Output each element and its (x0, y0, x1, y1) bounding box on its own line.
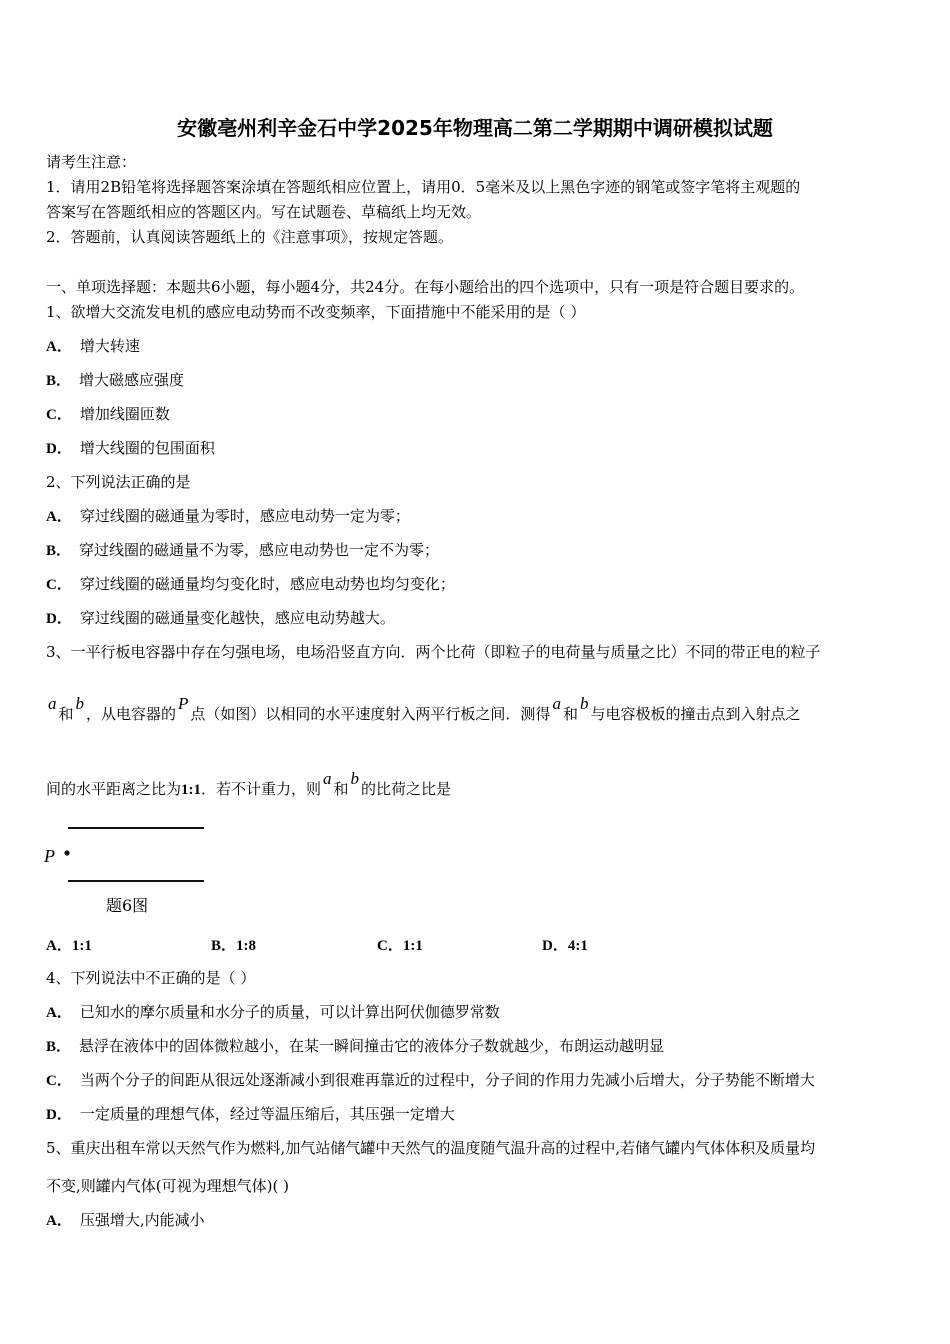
question-2-option-a: A． 穿过线圈的磁通量为零时，感应电动势一定为零； (46, 507, 410, 525)
notice-item-1b: 答案写在答题纸相应的答题区内。写在试题卷、草稿纸上均无效。 (46, 203, 482, 221)
section-heading: 一、单项选择题：本题共6小题，每小题4分，共24分。在每小题给出的四个选项中，只有一项是符合题目要求的。 (46, 278, 805, 296)
question-2-option-b: B． 穿过线圈的磁通量不为零，感应电动势也一定不为零； (46, 541, 440, 559)
page-title: 安徽亳州利辛金石中学2025年物理高二第二学期期中调研模拟试题 (177, 116, 773, 140)
question-3-option-c: C．1:1 (377, 938, 423, 954)
question-5-stem-line2: 不变,则罐内气体(可视为理想气体)( ) (46, 1177, 289, 1195)
figure-point-label: P (44, 846, 55, 866)
question-3-option-b: B．1:8 (211, 938, 257, 954)
question-4-option-a: A． 已知水的摩尔质量和水分子的质量，可以计算出阿伏伽德罗常数 (46, 1003, 500, 1021)
question-4-option-d: D． 一定质量的理想气体，经过等温压缩后，其压强一定增大 (46, 1105, 455, 1123)
figure-caption: 题6图 (106, 896, 149, 915)
capacitor-diagram (42, 818, 222, 918)
question-3-stem-line3: 间的水平距离之比为1:1．若不计重力，则a和b的比荷之比是 (46, 769, 452, 798)
question-2-option-c: C． 穿过线圈的磁通量均匀变化时，感应电动势也均匀变化； (46, 575, 455, 593)
question-3-stem-line1: 3、一平行板电容器中存在匀强电场，电场沿竖直方向．两个比荷（即粒子的电荷量与质量之比）不同的带正电的粒子 (46, 643, 821, 661)
question-1-option-d: D． 增大线圈的包围面积 (46, 439, 215, 457)
question-1-option-c: C． 增加线圈匝数 (46, 405, 170, 423)
question-5-stem-line1: 5、重庆出租车常以天然气作为燃料,加气站储气罐中天然气的温度随气温升高的过程中,若储气罐内气体体积及质量均 (46, 1139, 816, 1157)
question-1-option-b: B． 增大磁感应强度 (46, 371, 185, 389)
question-4-option-b: B． 悬浮在液体中的固体微粒越小，在某一瞬间撞击它的液体分子数就越少，布朗运动越明显 (46, 1037, 665, 1055)
notice-heading: 请考生注意： (46, 153, 137, 171)
question-1-stem: 1、欲增大交流发电机的感应电动势而不改变频率，下面措施中不能采用的是（ ） (46, 303, 586, 321)
question-3-stem-line2: a和b，从电容器的P点（如图）以相同的水平速度射入两平行板之间．测得a和b与电容极板的撞击点到入射点之 (48, 694, 801, 723)
capacitor-figure (42, 818, 222, 918)
question-2-stem: 2、下列说法正确的是 (46, 473, 191, 491)
question-5-option-a: A． 压强增大,内能减小 (46, 1211, 205, 1229)
question-4-option-c: C． 当两个分子的间距从很远处逐渐减小到很难再靠近的过程中，分子间的作用力先减小后增大，分子势能不断增大 (46, 1071, 815, 1089)
entry-point (64, 850, 69, 855)
notice-item-2: 2．答题前，认真阅读答题纸上的《注意事项》，按规定答题。 (46, 228, 454, 246)
question-3-option-a: A．1:1 (46, 938, 92, 954)
question-1-option-a: A． 增大转速 (46, 337, 140, 355)
question-2-option-d: D． 穿过线圈的磁通量变化越快，感应电动势越大。 (46, 609, 395, 627)
notice-item-1a: 1．请用2B铅笔将选择题答案涂填在答题纸相应位置上，请用0．5毫米及以上黑色字迹的钢笔或签字笔将主观题的 (46, 178, 801, 196)
question-4-stem: 4、下列说法中不正确的是（ ） (46, 969, 256, 987)
question-3-option-d: D．4:1 (542, 938, 588, 954)
